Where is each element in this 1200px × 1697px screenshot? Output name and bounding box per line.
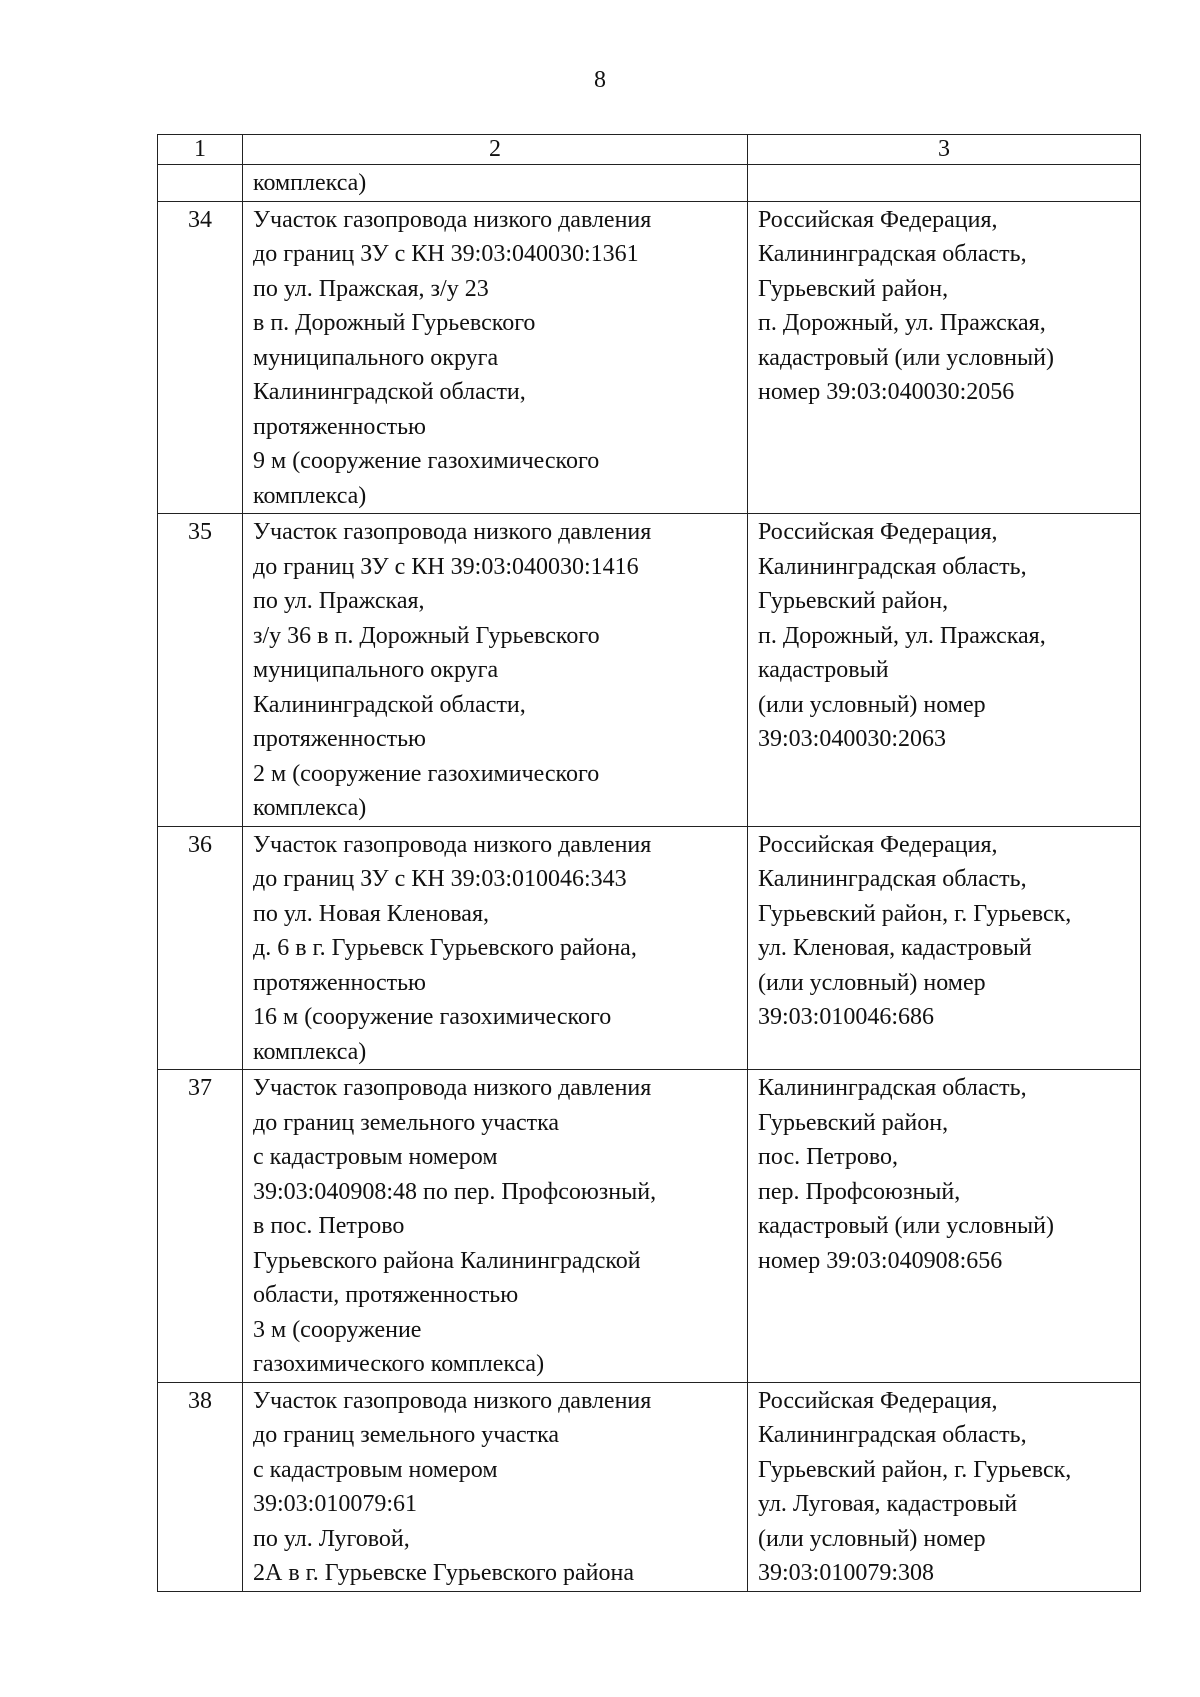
page-number: 8 xyxy=(594,67,606,93)
address-line: 39:03:040030:2063 xyxy=(758,726,947,752)
object-description xyxy=(243,1070,748,1383)
address-line: кадастровый (или условный) xyxy=(758,344,1054,371)
table-row xyxy=(158,826,1141,1070)
address-line: Гурьевский район, г. Гурьевск, xyxy=(758,1456,1072,1483)
address-line: (или условный) номер xyxy=(758,691,986,718)
description-line: по ул. Пражская, xyxy=(253,588,425,614)
description-line: Калининградской области, xyxy=(253,379,526,405)
address-line: номер 39:03:040030:2056 xyxy=(758,379,1015,405)
address-line: кадастровый (или условный) xyxy=(758,1213,1054,1239)
description-line: до границ ЗУ с КН 39:03:040030:1361 xyxy=(253,241,639,267)
description-line: 39:03:040908:48 по пер. Профсоюзный, xyxy=(253,1178,657,1205)
object-address xyxy=(748,1070,1141,1383)
table-row xyxy=(158,1382,1141,1591)
description-line: комплекса) xyxy=(253,482,367,509)
description-line: до границ ЗУ с КН 39:03:040030:1416 xyxy=(253,553,639,580)
table-row xyxy=(158,201,1141,514)
row-number: 35 xyxy=(158,514,243,827)
description-line: до границ земельного участка xyxy=(253,1109,560,1136)
object-description xyxy=(243,201,748,514)
description-line: с кадастровым номером xyxy=(253,1144,498,1170)
address-line: Российская Федерация, xyxy=(758,1387,998,1414)
address-line: Гурьевский район, г. Гурьевск, xyxy=(758,900,1072,927)
description-line: Гурьевского района Калининградской xyxy=(253,1247,641,1274)
description-line: 2 м (сооружение газохимического xyxy=(253,760,600,787)
address-line: пер. Профсоюзный, xyxy=(758,1178,961,1205)
description-line: по ул. Пражская, з/у 23 xyxy=(253,275,489,302)
description-line: 39:03:010079:61 xyxy=(253,1491,418,1517)
object-description xyxy=(243,826,748,1070)
address-line: (или условный) номер xyxy=(758,969,986,996)
description-line: д. 6 в г. Гурьевск Гурьевского района, xyxy=(253,935,637,961)
table-body xyxy=(158,135,1141,1592)
column-header-3: 3 xyxy=(748,135,1141,165)
row-number: 34 xyxy=(158,201,243,514)
description-line: до границ земельного участка xyxy=(253,1422,560,1448)
description-line: по ул. Новая Кленовая, xyxy=(253,900,489,927)
row-number xyxy=(158,165,243,202)
description-line: 3 м (сооружение xyxy=(253,1316,422,1343)
object-description xyxy=(243,1382,748,1591)
description-line: комплекса) xyxy=(253,1038,367,1065)
table-row xyxy=(158,514,1141,827)
description-line: Участок газопровода низкого давления xyxy=(253,1387,652,1414)
address-line: номер 39:03:040908:656 xyxy=(758,1247,1003,1274)
description-line: протяженностью xyxy=(253,969,426,996)
description-line: Калининградской области, xyxy=(253,691,526,718)
object-description xyxy=(243,165,748,202)
object-address xyxy=(748,165,1141,202)
address-line: п. Дорожный, ул. Пражская, xyxy=(758,622,1046,649)
description-line: области, протяженностью xyxy=(253,1282,519,1308)
description-line: муниципального округа xyxy=(253,344,499,371)
description-line: комплекса) xyxy=(253,795,367,821)
address-line: Гурьевский район, xyxy=(758,275,949,302)
address-line: Калининградская область, xyxy=(758,241,1027,267)
description-line: з/у 36 в п. Дорожный Гурьевского xyxy=(253,622,600,649)
table-header-row xyxy=(158,135,1141,165)
description-line: Участок газопровода низкого давления xyxy=(253,519,652,545)
address-line: Российская Федерация, xyxy=(758,831,998,858)
column-header-2: 2 xyxy=(243,135,748,165)
description-line: с кадастровым номером xyxy=(253,1456,498,1483)
object-address xyxy=(748,1382,1141,1591)
description-line: в п. Дорожный Гурьевского xyxy=(253,310,536,336)
description-line: 2А в г. Гурьевске Гурьевского района xyxy=(253,1560,634,1586)
description-line: протяженностью xyxy=(253,413,426,440)
address-line: Гурьевский район, xyxy=(758,588,949,614)
continuation-row xyxy=(158,165,1141,202)
row-number: 36 xyxy=(158,826,243,1070)
address-line: ул. Кленовая, кадастровый xyxy=(758,935,1032,961)
description-line: Участок газопровода низкого давления xyxy=(253,831,652,858)
address-line: Калининградская область, xyxy=(758,1075,1027,1101)
object-address xyxy=(748,826,1141,1070)
address-line: кадастровый xyxy=(758,657,889,683)
address-line: (или условный) номер xyxy=(758,1525,986,1552)
address-line: Калининградская область, xyxy=(758,1422,1027,1448)
description-line: газохимического комплекса) xyxy=(253,1351,545,1377)
description-line: Участок газопровода низкого давления xyxy=(253,1075,652,1101)
address-line: 39:03:010046:686 xyxy=(758,1004,935,1030)
address-line: Калининградская область, xyxy=(758,553,1027,580)
address-line: Российская Федерация, xyxy=(758,206,998,233)
address-line: Калининградская область, xyxy=(758,866,1027,892)
description-line: Участок газопровода низкого давления xyxy=(253,206,652,233)
description-line: 9 м (сооружение газохимического xyxy=(253,448,600,474)
object-address xyxy=(748,514,1141,827)
description-line: комплекса) xyxy=(253,170,367,196)
description-line: 16 м (сооружение газохимического xyxy=(253,1004,612,1030)
address-line: Гурьевский район, xyxy=(758,1109,949,1136)
description-line: по ул. Луговой, xyxy=(253,1525,410,1552)
description-line: до границ ЗУ с КН 39:03:010046:343 xyxy=(253,866,627,892)
address-line: п. Дорожный, ул. Пражская, xyxy=(758,310,1046,336)
object-description xyxy=(243,514,748,827)
address-line: Российская Федерация, xyxy=(758,519,998,545)
description-line: муниципального округа xyxy=(253,657,499,683)
description-line: в пос. Петрово xyxy=(253,1213,405,1239)
description-line: протяженностью xyxy=(253,726,426,752)
address-line: пос. Петрово, xyxy=(758,1144,899,1170)
address-line: ул. Луговая, кадастровый xyxy=(758,1491,1018,1517)
column-header-1: 1 xyxy=(158,135,243,165)
row-number: 37 xyxy=(158,1070,243,1383)
property-table xyxy=(157,134,1141,1592)
object-address xyxy=(748,201,1141,514)
address-line: 39:03:010079:308 xyxy=(758,1560,935,1586)
table-row xyxy=(158,1070,1141,1383)
row-number: 38 xyxy=(158,1382,243,1591)
